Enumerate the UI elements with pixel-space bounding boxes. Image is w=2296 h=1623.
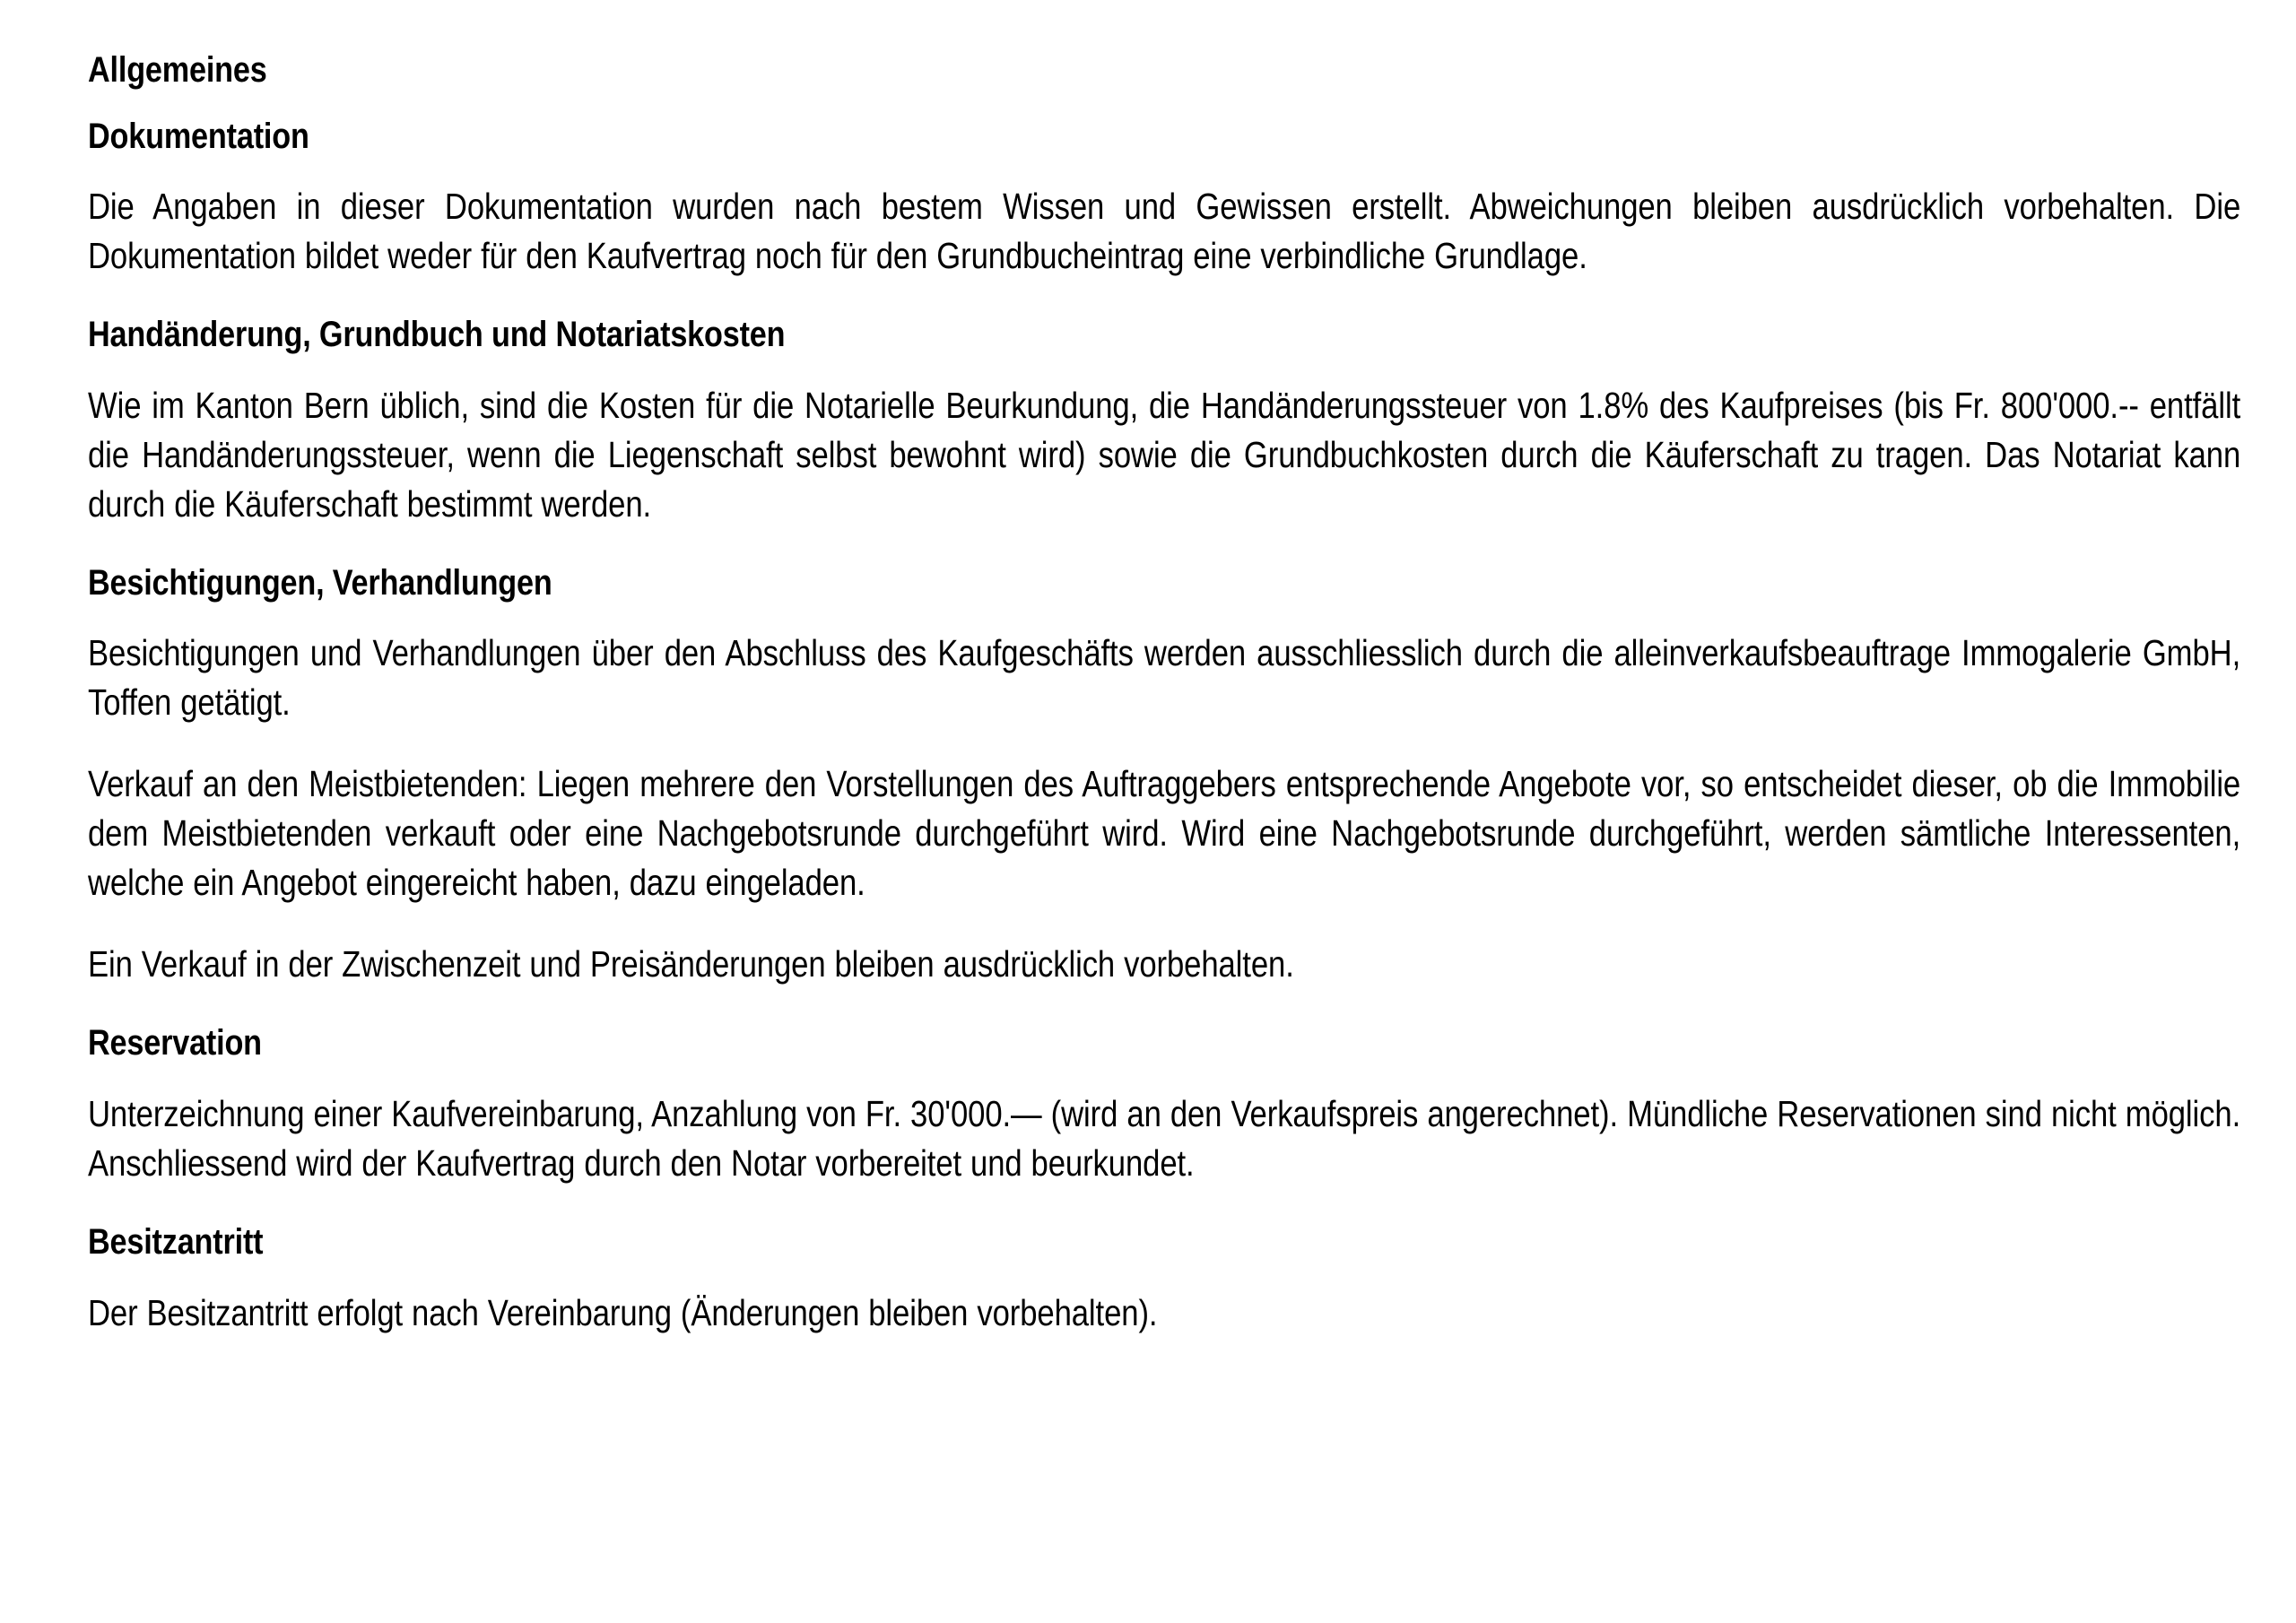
section-paragraph-besichtigungen-3: Ein Verkauf in der Zwischenzeit und Preisänderungen bleiben ausdrücklich vorbehalten. (88, 943, 1294, 985)
spacer (88, 354, 2240, 381)
section-paragraph-besichtigungen-2: Verkauf an den Meistbietenden: Liegen mehrere den Vorstellungen des Auftraggebers entsprechende Angebote vor, so entscheidet dieser, ob die Immobilie dem Meistbietenden verkauft oder eine Nachgebotsrunde durchgeführt wird. Wird eine Nachgebotsrunde durchgeführt, werden sämtliche Interessenten, welche ein Angebot eingereicht haben, dazu eingeladen. (88, 763, 2241, 904)
spacer (88, 90, 2240, 118)
section-paragraph-reservation-1: Unterzeichnung einer Kaufvereinbarung, Anzahlung von Fr. 30'000.— (wird an den Verkaufspreis angerechnet). Mündliche Reservationen sind nicht möglich. Anschliessend wird der Kaufvertrag durch den Notar vorbereitet und beurkundet. (88, 1092, 2241, 1184)
spacer (88, 602, 2240, 629)
section-heading-besichtigungen: Besichtigungen, Verhandlungen (88, 562, 552, 603)
spacer (88, 155, 2240, 182)
spacer (88, 529, 2240, 565)
spacer (88, 727, 2240, 759)
section-heading-handaenderung: Handänderung, Grundbuch und Notariatskosten (88, 315, 786, 355)
section-paragraph-dokumentation-1: Die Angaben in dieser Dokumentation wurden nach bestem Wissen und Gewissen erstellt. Abweichungen bleiben ausdrücklich vorbehalten. Die Dokumentation bildet weder für den Kaufvertrag noch für den Grundbucheintrag eine verbindliche Grundlage. (88, 186, 2241, 277)
spacer (88, 989, 2240, 1025)
section-heading-besitzantritt: Besitzantritt (88, 1221, 264, 1262)
section-heading-dokumentation: Dokumentation (88, 116, 309, 156)
spacer (88, 1063, 2240, 1089)
section-paragraph-besitzantritt-1: Der Besitzantritt erfolgt nach Vereinbarung (Änderungen bleiben vorbehalten). (88, 1291, 1158, 1333)
page-title: Allgemeines (88, 50, 267, 90)
document-body (88, 52, 2240, 1338)
spacer (88, 1262, 2240, 1289)
section-heading-reservation: Reservation (88, 1023, 262, 1063)
spacer (88, 907, 2240, 940)
section-paragraph-handaenderung-1: Wie im Kanton Bern üblich, sind die Kosten für die Notarielle Beurkundung, die Handänderungssteuer von 1.8% des Kaufpreises (bis Fr. 800'000.-- entfällt die Handänderungssteuer, wenn die Liegenschaft selbst bewohnt wird) sowie die Grundbuchkosten durch die Käuferschaft zu tragen. Das Notariat kann durch die Käuferschaft bestimmt werden. (88, 384, 2241, 525)
spacer (88, 281, 2240, 317)
section-paragraph-besichtigungen-1: Besichtigungen und Verhandlungen über den Abschluss des Kaufgeschäfts werden ausschliesslich durch die alleinverkaufsbeauftrage Immogalerie GmbH, Toffen getätigt. (88, 632, 2241, 724)
spacer (88, 1188, 2240, 1224)
